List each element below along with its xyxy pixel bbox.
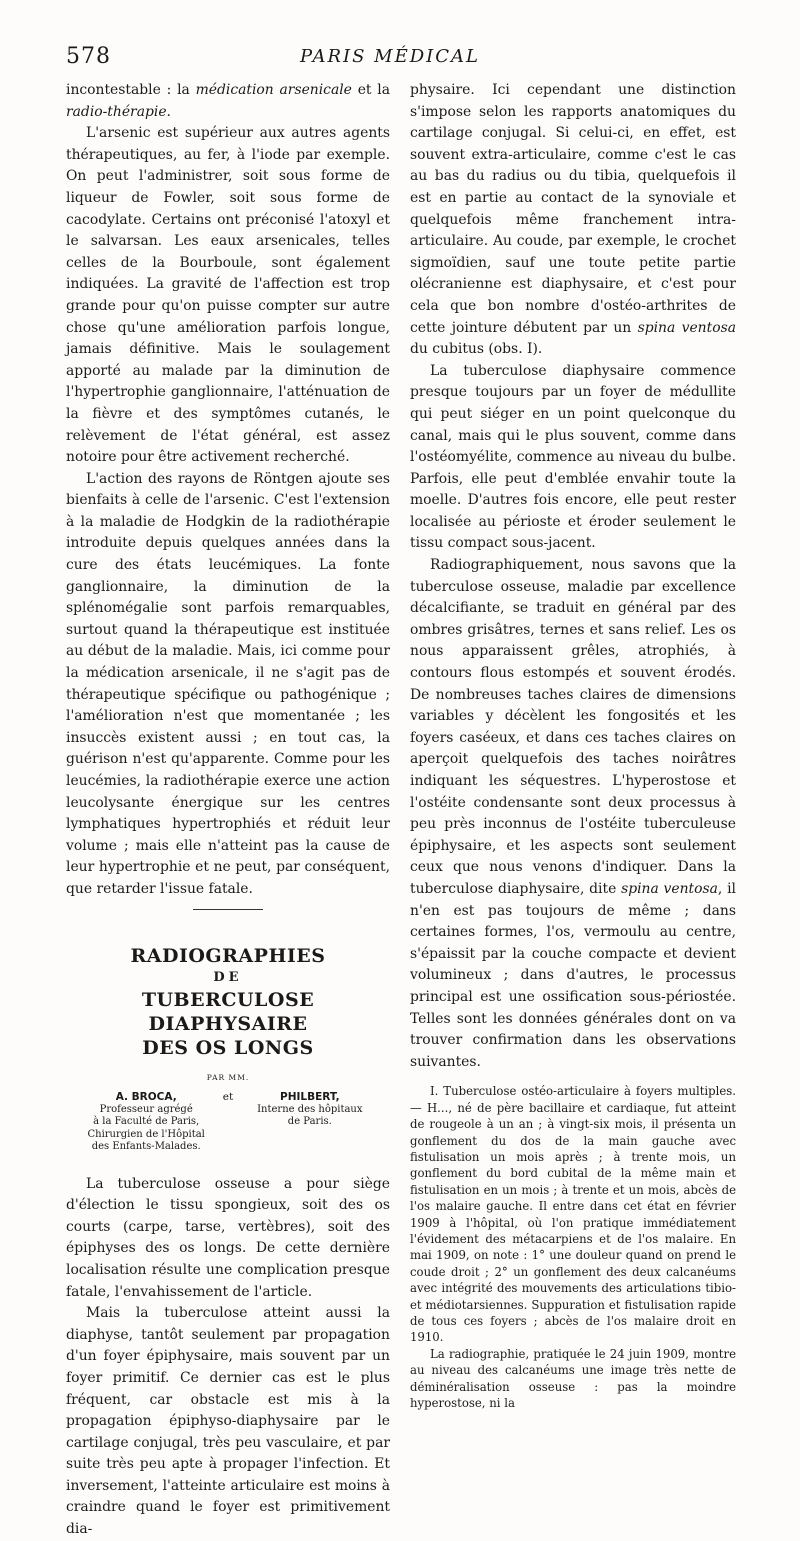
paragraph: La tuberculose osseuse a pour siège d'élection le tissu spongieux, soit des os courts (carpe, tarse, vertèbres), soit des épiphyses des os longs. De cette dernière localisation résulte une complication presque fatale, l'envahissement de l'article. [66,1175,390,1300]
article-title-de: DE [213,969,243,985]
emphasis: médication arsenicale [195,82,352,98]
emphasis: spina ventosa [621,880,718,897]
author-affiliation: des Enfants-Malades. [91,1141,201,1153]
paragraph [410,555,736,1073]
observation-paragraph: La radiographie, pratiquée le 24 juin 1909, montre au niveau des calcanéums une image très nette de déminéralisation osseuse : pas la moindre hyperostose, ni la [410,1346,736,1411]
author-philbert [238,1090,382,1129]
article-title-line: RADIOGRAPHIES [130,944,326,967]
author-name: A. BROCA, [115,1090,177,1103]
author-affiliation: de Paris. [287,1116,332,1128]
paragraph [66,80,390,123]
article-title-line: TUBERCULOSE DIAPHYSAIRE [141,988,315,1035]
author-name: PHILBERT, [280,1090,340,1103]
text-fragment: et la [351,82,391,98]
right-column [410,80,736,1411]
emphasis: spina ventosa [637,319,736,336]
paragraph: Mais la tuberculose atteint aussi la diaphyse, tantôt seulement par propagation d'un foyer épiphysaire, mais souvent par un foyer primitif. Ce dernier cas est le plus fréquent, car obstacle est mis à la propagation épiphyso-diaphysaire par le cartilage conjugal, très peu vasculaire, et par suite très peu apte à propager l'infection. Et inversement, l'atteinte articulaire est moins à craindre quand le foyer est primitivement dia- [66,1305,390,1538]
paragraph [410,80,736,361]
running-title: PARIS MÉDICAL [300,46,481,67]
page-number: 578 [66,44,111,69]
par-mm: PAR MM. [206,1072,250,1082]
author-et: et [222,1090,234,1103]
author-broca [74,1090,218,1154]
text-fragment: du cubitus (obs. I). [410,341,543,358]
emphasis: radio-thérapie. [66,103,171,120]
paragraph: L'arsenic est supérieur aux autres agents thérapeutiques, au fer, à l'iode par exemple. On peut l'administrer, soit sous forme de liqueur de Fowler, soit sous forme de cacodylate. Certains ont préconisé l'atoxyl et le salvarsan. Les eaux arsenicales, telles celles de la Bourboule, sont également indiquées. La gravité de l'affection est trop grande pour qu'on puisse compter sur autre chose qu'une amélioration parfois longue, jamais définitive. Mais le soulagement apporté au malade par la diminution de l'hypertrophie ganglionnaire, l'atténuation de la fièvre et des symptômes cutanés, le relèvement de l'état général, est assez notoire pour être activement recherché. [66,125,390,466]
observation-paragraph: I. Tuberculose ostéo-articulaire à foyers multiples. — H..., né de père bacillaire et cardiaque, fut atteint de rougeole à un an ; à vingt-six mois, il présenta un gonflement du dos de la main gauche avec fistulisation un mois après ; à trente mois, un gonflement du bord cubital de la même main et fistulisation en un mois ; à trente et un mois, abcès de l'os malaire gauche. Il entre dans cet état en février 1909 à l'hôpital, où l'on pratique immédiatement l'évidement des métacarpiens et de l'os malaire. En mai 1909, on note : 1° une douleur quand on prend le coude droit ; 2° un gonflement des deux calcanéums avec intégrité des mouvements des articulations tibio- et médiotarsiennes. Suppuration et fistulisation rapide de tous ces foyers ; abcès de l'os malaire droit en 1910. [410,1084,736,1345]
text-fragment: physaire. Ici cependant une distinction s'impose selon les rapports anatomiques du cartilage conjugal. Si celui-ci, en effet, est souvent extra-articulaire, comme c'est le cas au bas du radius ou du tibia, quelquefois il est en partie au contact de la synoviale et quelquefois même franchement intra-articulaire. Au coude, par exemple, le crochet sigmoïdien, sauf une toute petite partie olécranienne est diaphysaire, et c'est pour cela que bon nombre d'ostéo-arthrites de cette jointure débutent par un [410,82,736,336]
text-fragment: incontestable : la [66,82,196,98]
paragraph: La tuberculose diaphysaire commence presque toujours par un foyer de médullite qui peut siéger en un point quelconque du canal, mais qui le plus souvent, comme dans l'ostéomyélite, commence au niveau du bulbe. Parfois, elle peut d'emblée envahir toute la moelle. D'autres fois encore, elle peut rester localisée au périoste et éroder seulement le tissu compact sous-jacent. [410,362,736,552]
left-column [66,80,390,1541]
article-title [66,944,390,1060]
text-fragment: Radiographiquement, nous savons que la tuberculose osseuse, maladie par excellence décalcifiante, se traduit en général par des ombres grisâtres, ternes et sans relief. Les os nous apparaissent grêles, atrophiés, à contours flous estompés et souvent érodés. De nombreuses taches claires de dimensions variables y décèlent les fongosités et les foyers caséeux, et dans ces taches claires on aperçoit quelquefois des taches noirâtres indiquant les séquestres. L'hyperostose et l'ostéite condensante sont deux processus à peu près inconnus de l'ostéite tuberculeuse épiphysaire, et les aspects sont seulement ceux que nous venons d'indiquer. Dans la tuberculose diaphysaire, dite [410,557,736,897]
author-affiliation: Interne des hôpitaux [257,1103,363,1115]
section-divider [193,909,263,910]
author-affiliation: à la Faculté de Paris, [93,1116,200,1128]
paragraph: L'action des rayons de Röntgen ajoute ses bienfaits à celle de l'arsenic. C'est l'extension à la maladie de Hodgkin de la radiothérapie introduite depuis quelques années dans la cure des états leucémiques. La fonte ganglionnaire, la diminution de la splénomégalie sont parfois remarquables, surtout quand la thérapeutique est instituée au début de la maladie. Mais, ici comme pour la médication arsenicale, il ne s'agit pas de thérapeutique spécifique ou pathogénique ; l'amélioration n'est que momentanée ; les insuccès existent aussi ; en tout cas, la guérison n'est qu'apparente. Comme pour les leucémies, la radiothérapie exerce une action leucolysante énergique sur les centres lymphatiques hypertrophiés et réduit leur volume ; mais elle n'atteint pas la cause de leur hypertrophie et ne peut, par conséquent, que retarder l'issue fatale. [66,470,390,897]
article-title-line: DES OS LONGS [142,1036,314,1059]
text-fragment: , il n'en est pas toujours de même ; dans certaines formes, l'os, vermoulu au centre, s'épaissit par la couche compacte et devient volumineux ; dans d'autres, le processus principal est une ossification sous-périostée. Telles sont les données générales dont on va trouver confirmation dans les observations suivantes. [410,880,736,1070]
author-affiliation: Chirurgien de l'Hôpital [87,1128,205,1140]
author-affiliation: Professeur agrégé [99,1103,193,1115]
authors [74,1090,382,1154]
